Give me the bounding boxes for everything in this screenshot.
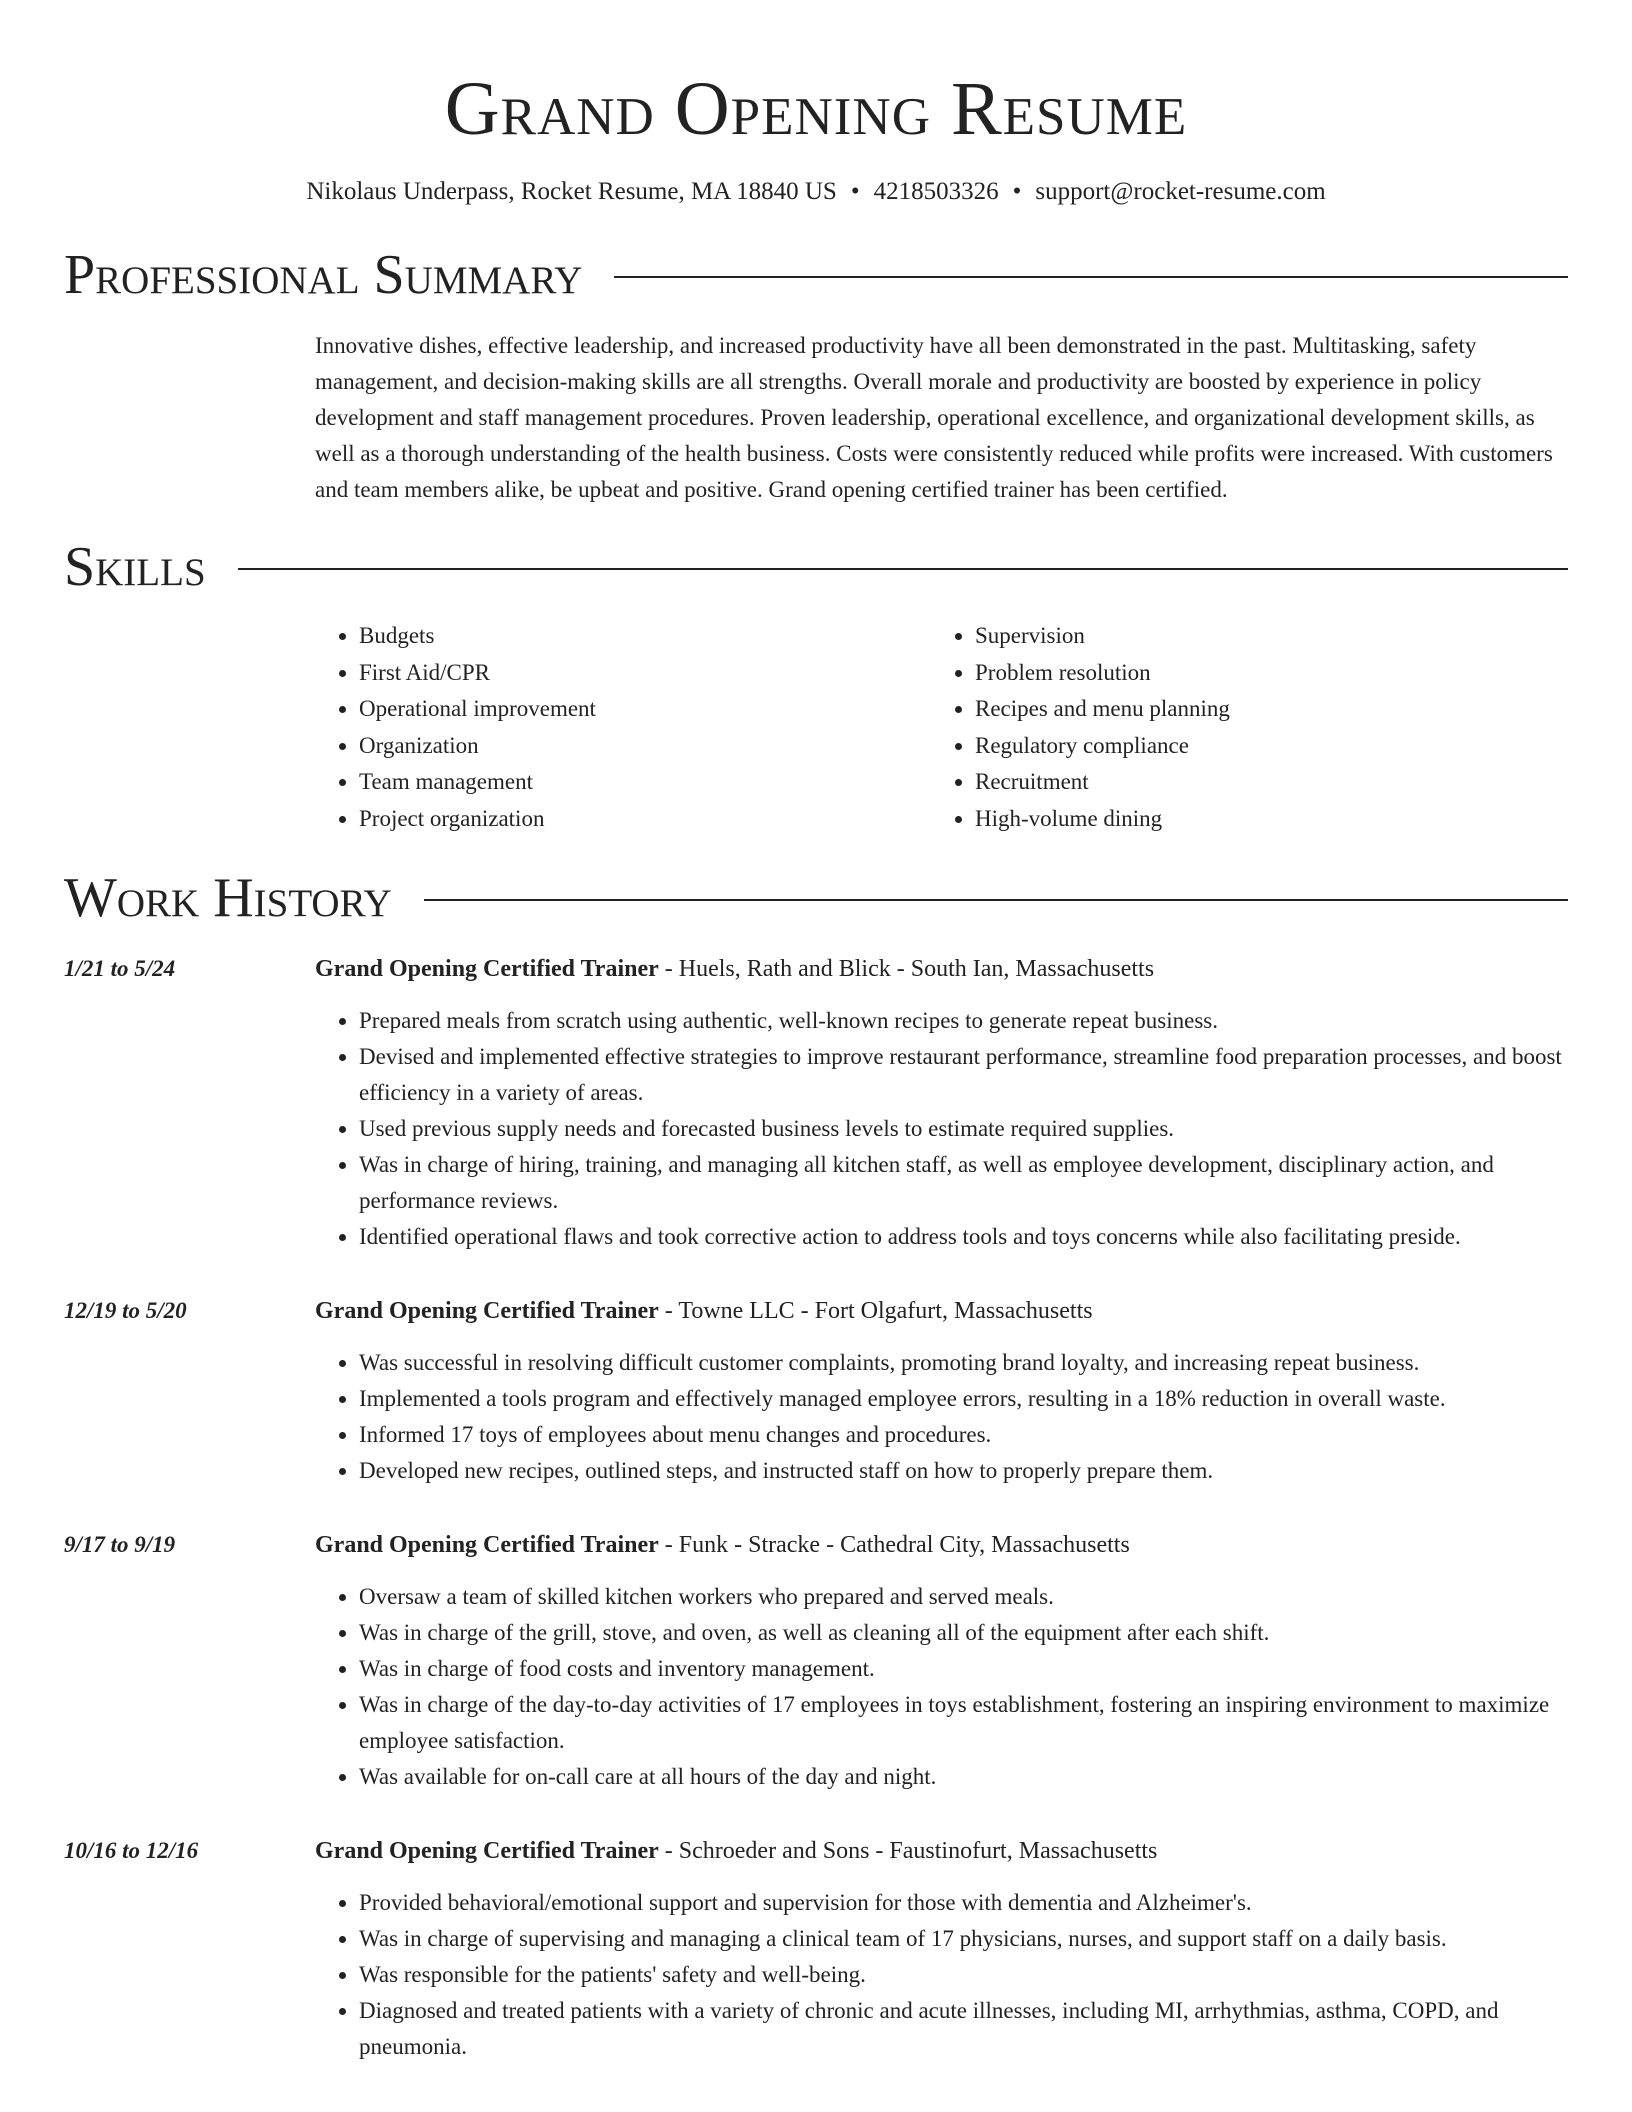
resume-title: Grand Opening Resume [444,67,1188,151]
contact-address: Nikolaus Underpass, Rocket Resume, MA 18840 US [306,178,837,205]
job-entry [64,1835,1568,2065]
skill-item: • High-volume dining [975,801,1547,838]
summary-heading: Professional Summary [64,244,583,306]
job-bullet: • Was in charge of the day-to-day activities of 17 employees in toys establishment, fostering an inspiring environment to maximize employee satisfaction. [359,1687,1568,1759]
summary-text: Innovative dishes, effective leadership, and increased productivity have all been demonstrated in the past. Multitasking, safety management, and decision-making skills are all strengths. Overall morale and productivity are boosted by experience in policy development and staff management procedures. Proven leadership, operational excellence, and organizational development skills, as well as a thorough understanding of the health business. Costs were consistently reduced while profits were increased. With customers and team members alike, be upbeat and positive. Grand opening certified trainer has been certified. [315,333,1553,502]
section-divider [614,276,1568,278]
job-entry [64,1529,1568,1795]
job-bullet: • Informed 17 toys of employees about menu changes and procedures. [359,1417,1568,1453]
job-bullet: • Identified operational flaws and took corrective action to address tools and toys concerns while also facilitating preside. [359,1219,1568,1255]
job-heading [315,1529,1568,1561]
job-dates: 9/17 to 9/19 [64,1532,176,1557]
skill-item: • First Aid/CPR [359,655,931,692]
job-employer-location: - Huels, Rath and Blick - South Ian, Massachusetts [658,956,1155,982]
contact-email[interactable]: support@rocket-resume.com [1035,178,1326,205]
job-employer-location: - Schroeder and Sons - Faustinofurt, Massachusetts [658,1838,1158,1864]
skill-item: • Problem resolution [975,655,1547,692]
job-bullet: • Devised and implemented effective strategies to improve restaurant performance, streamline food preparation processes, and boost efficiency in a variety of areas. [359,1039,1568,1111]
job-dates: 1/21 to 5/24 [64,956,176,981]
job-bullet: • Was in charge of the grill, stove, and oven, as well as cleaning all of the equipment after each shift. [359,1615,1568,1651]
job-bullet: • Was successful in resolving difficult customer complaints, promoting brand loyalty, and increasing repeat business. [359,1345,1568,1381]
job-bullet: • Was in charge of food costs and inventory management. [359,1651,1568,1687]
job-bullet: • Developed new recipes, outlined steps, and instructed staff on how to properly prepare them. [359,1453,1568,1489]
job-bullet-list [315,1885,1568,2065]
job-heading [315,953,1568,985]
skill-item: • Recipes and menu planning [975,691,1547,728]
job-details [315,1529,1568,1795]
summary-section-header [64,242,1568,308]
skills-grid [315,618,1568,837]
contact-separator: • [850,178,860,205]
skills-list-left [315,618,931,837]
job-bullet-list [315,1003,1568,1255]
job-heading [315,1835,1568,1867]
skill-item: • Budgets [359,618,931,655]
job-bullet: • Was in charge of hiring, training, and managing all kitchen staff, as well as employee development, disciplinary action, and performance reviews. [359,1147,1568,1219]
skill-item: • Regulatory compliance [975,728,1547,765]
skill-item: • Project organization [359,801,931,838]
job-bullet: • Was in charge of supervising and managing a clinical team of 17 physicians, nurses, and support staff on a daily basis. [359,1921,1568,1957]
job-details [315,1295,1568,1489]
job-entry [64,953,1568,1255]
job-entry [64,1295,1568,1489]
job-title: Grand Opening Certified Trainer [315,1838,659,1864]
work-heading: Work History [64,867,392,929]
job-bullet: • Was responsible for the patients' safety and well-being. [359,1957,1568,1993]
skill-item: • Team management [359,764,931,801]
job-bullet-list [315,1579,1568,1795]
skills-list-right [931,618,1547,837]
job-bullet: • Implemented a tools program and effectively managed employee errors, resulting in a 18% reduction in overall waste. [359,1381,1568,1417]
job-bullet-list [315,1345,1568,1489]
section-divider [424,899,1568,901]
job-title: Grand Opening Certified Trainer [315,956,659,982]
skill-item: • Supervision [975,618,1547,655]
job-bullet: • Oversaw a team of skilled kitchen workers who prepared and served meals. [359,1579,1568,1615]
contact-line [64,176,1568,208]
skill-item: • Recruitment [975,764,1547,801]
job-bullet: • Used previous supply needs and forecasted business levels to estimate required supplies. [359,1111,1568,1147]
job-title: Grand Opening Certified Trainer [315,1532,659,1558]
job-dates: 10/16 to 12/16 [64,1838,199,1863]
skill-item: • Operational improvement [359,691,931,728]
work-history-list [64,953,1568,2065]
skill-item: • Organization [359,728,931,765]
job-bullet: • Prepared meals from scratch using authentic, well-known recipes to generate repeat business. [359,1003,1568,1039]
job-employer-location: - Funk - Stracke - Cathedral City, Massachusetts [658,1532,1130,1558]
work-section-header [64,865,1568,931]
job-bullet: • Diagnosed and treated patients with a variety of chronic and acute illnesses, including MI, arrhythmias, asthma, COPD, and pneumonia. [359,1993,1568,2065]
job-title: Grand Opening Certified Trainer [315,1298,659,1324]
job-employer-location: - Towne LLC - Fort Olgafurt, Massachusetts [658,1298,1093,1324]
job-details [315,1835,1568,2065]
job-dates: 12/19 to 5/20 [64,1298,187,1323]
skills-heading: Skills [64,536,206,598]
contact-phone: 4218503326 [873,178,999,205]
job-bullet: • Provided behavioral/emotional support and supervision for those with dementia and Alzheimer's. [359,1885,1568,1921]
job-details [315,953,1568,1255]
section-divider [238,568,1568,570]
contact-separator: • [1012,178,1022,205]
resume-page [64,0,1568,2065]
job-heading [315,1295,1568,1327]
job-bullet: • Was available for on-call care at all hours of the day and night. [359,1759,1568,1795]
skills-section-header [64,534,1568,600]
